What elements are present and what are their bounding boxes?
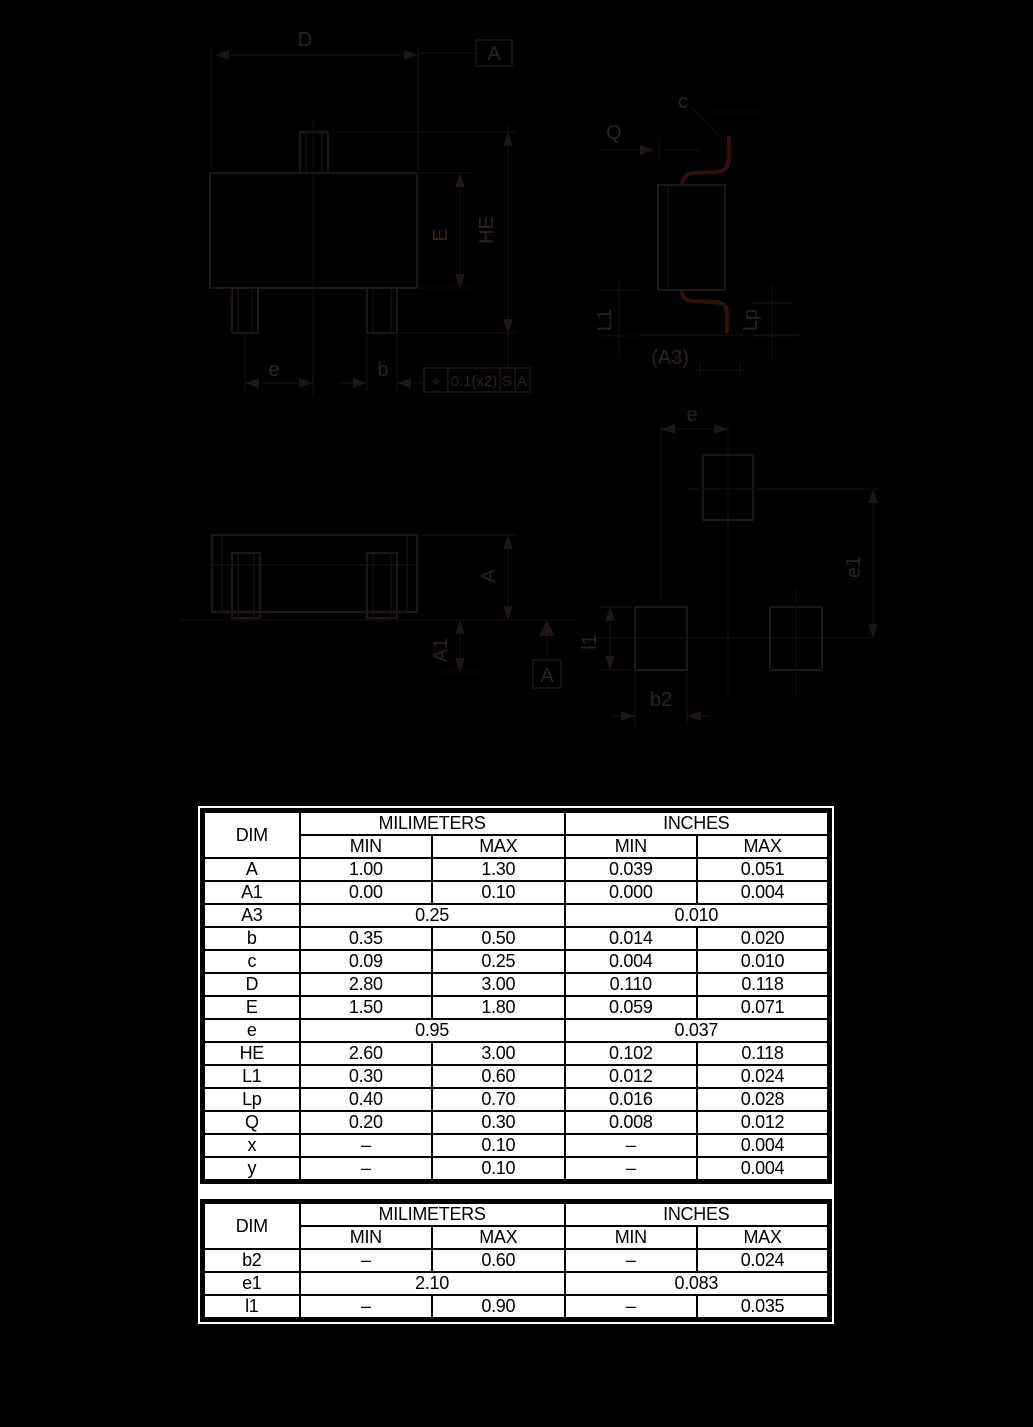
front-view-dim-a1-label: A1 [430, 637, 452, 663]
dim-label: D [203, 973, 300, 996]
cell: 0.016 [565, 1088, 697, 1111]
cell: 1.80 [432, 996, 564, 1019]
cell: 0.051 [697, 858, 830, 881]
dimension-tables-panel [198, 806, 834, 1324]
cell: 0.024 [697, 1065, 830, 1088]
dim-header: DIM [203, 811, 300, 859]
cell: 3.00 [432, 1042, 564, 1065]
table-row [203, 1249, 830, 1272]
cell: 0.071 [697, 996, 830, 1019]
table-header-row [203, 1202, 830, 1227]
cell: – [565, 1134, 697, 1157]
dim-label: L1 [203, 1065, 300, 1088]
top-view-dim-b-label: b [377, 359, 389, 381]
cell: 0.012 [565, 1065, 697, 1088]
cell: – [300, 1134, 432, 1157]
dim-label: A [203, 858, 300, 881]
cell: – [565, 1157, 697, 1182]
cell: 0.10 [432, 881, 564, 904]
dim-label: y [203, 1157, 300, 1182]
table-gap [200, 1184, 832, 1199]
cell: 0.039 [565, 858, 697, 881]
cell: 0.25 [300, 904, 565, 927]
table-row [203, 1042, 830, 1065]
cell: 0.70 [432, 1088, 564, 1111]
table-row [203, 1134, 830, 1157]
dim-header: DIM [203, 1202, 300, 1250]
package-dimensions-table [200, 808, 832, 1184]
cell: 1.50 [300, 996, 432, 1019]
table-row [203, 927, 830, 950]
cell: 0.00 [300, 881, 432, 904]
cell: 0.25 [432, 950, 564, 973]
cell: 2.60 [300, 1042, 432, 1065]
cell: 2.10 [300, 1272, 565, 1295]
cell: 0.102 [565, 1042, 697, 1065]
cell: 0.60 [432, 1065, 564, 1088]
cell: 0.083 [565, 1272, 830, 1295]
inches-header: INCHES [565, 1202, 830, 1227]
dim-label: l1 [203, 1295, 300, 1320]
cell: 0.004 [697, 1134, 830, 1157]
dim-label: e [203, 1019, 300, 1042]
cell: 0.10 [432, 1134, 564, 1157]
land-pattern-dim-l1-label: l1 [579, 634, 601, 650]
cell: 0.014 [565, 927, 697, 950]
mm-max-header: MAX [432, 835, 564, 858]
millimeters-header: MILIMETERS [300, 811, 565, 836]
dim-label: b2 [203, 1249, 300, 1272]
dim-label: e1 [203, 1272, 300, 1295]
cell: 0.35 [300, 927, 432, 950]
table-row [203, 996, 830, 1019]
cell: 0.000 [565, 881, 697, 904]
mm-max-header: MAX [432, 1226, 564, 1249]
fcf-tolerance-label: 0.1(x2) [450, 373, 498, 390]
table-row [203, 1272, 830, 1295]
top-view-dim-e-pitch-label: e [268, 359, 280, 381]
cell: – [565, 1249, 697, 1272]
front-view-drawing [180, 535, 575, 688]
dim-label: Q [203, 1111, 300, 1134]
table-row [203, 1088, 830, 1111]
dim-label: A3 [203, 904, 300, 927]
side-view-dim-l1-label: L1 [594, 308, 616, 332]
cell: 0.118 [697, 973, 830, 996]
in-min-header: MIN [565, 835, 697, 858]
cell: 0.012 [697, 1111, 830, 1134]
in-max-header: MAX [697, 835, 830, 858]
top-view-dim-he-label: HE [476, 216, 498, 244]
cell: – [300, 1295, 432, 1320]
front-view-dim-a-label: A [478, 569, 500, 583]
cell: 0.20 [300, 1111, 432, 1134]
cell: 1.30 [432, 858, 564, 881]
cell: 0.30 [300, 1065, 432, 1088]
table-row [203, 950, 830, 973]
land-pattern-dim-e-label: e [686, 404, 698, 426]
dim-label: Lp [203, 1088, 300, 1111]
land-pattern-dim-b2-label: b2 [649, 689, 673, 711]
cell: 0.020 [697, 927, 830, 950]
mm-min-header: MIN [300, 835, 432, 858]
fcf-modifier-label: S [501, 373, 513, 390]
fcf-datum-label: A [516, 373, 528, 390]
land-pattern-dimensions-table [200, 1199, 832, 1322]
dim-label: b [203, 927, 300, 950]
land-pattern-drawing [598, 424, 878, 726]
cell: 0.024 [697, 1249, 830, 1272]
dim-label: x [203, 1134, 300, 1157]
cell: 3.00 [432, 973, 564, 996]
table-row [203, 1019, 830, 1042]
side-view-drawing [598, 107, 800, 378]
table-row [203, 1157, 830, 1182]
cell: – [300, 1249, 432, 1272]
cell: 0.004 [565, 950, 697, 973]
dim-label: c [203, 950, 300, 973]
cell: 0.059 [565, 996, 697, 1019]
cell: 0.008 [565, 1111, 697, 1134]
table-row [203, 881, 830, 904]
cell: 0.004 [697, 881, 830, 904]
fcf-position-symbol: ⌖ [431, 373, 441, 390]
mm-min-header: MIN [300, 1226, 432, 1249]
table-row [203, 1295, 830, 1320]
side-view-dim-a3-label: (A3) [651, 347, 689, 369]
cell: 2.80 [300, 973, 432, 996]
table-row [203, 858, 830, 881]
table-row [203, 973, 830, 996]
cell: 0.004 [697, 1157, 830, 1182]
table-row [203, 904, 830, 927]
cell: 0.028 [697, 1088, 830, 1111]
cell: 0.118 [697, 1042, 830, 1065]
cell: 0.035 [697, 1295, 830, 1320]
in-min-header: MIN [565, 1226, 697, 1249]
inches-header: INCHES [565, 811, 830, 836]
cell: 0.50 [432, 927, 564, 950]
cell: – [300, 1157, 432, 1182]
dim-label: HE [203, 1042, 300, 1065]
cell: 0.010 [697, 950, 830, 973]
cell: 0.40 [300, 1088, 432, 1111]
cell: 0.95 [300, 1019, 565, 1042]
in-max-header: MAX [697, 1226, 830, 1249]
dim-label: E [203, 996, 300, 1019]
cell: – [565, 1295, 697, 1320]
cell: 0.037 [565, 1019, 830, 1042]
cell: 0.30 [432, 1111, 564, 1134]
table-row [203, 1111, 830, 1134]
side-view-dim-q-label: Q [606, 122, 622, 144]
millimeters-header: MILIMETERS [300, 1202, 565, 1227]
front-view-datum-a-label: A [540, 665, 554, 687]
table-header-row [203, 811, 830, 836]
dim-label: A1 [203, 881, 300, 904]
side-view-dim-lp-label: Lp [740, 308, 762, 332]
cell: 0.110 [565, 973, 697, 996]
top-view-dim-e-body-label: E [430, 228, 452, 242]
table-row [203, 1065, 830, 1088]
top-view-datum-a-label: A [487, 43, 501, 65]
cell: 0.10 [432, 1157, 564, 1182]
side-view-dim-c-label: c [678, 91, 688, 113]
cell: 1.00 [300, 858, 432, 881]
top-view-dim-d-label: D [297, 29, 313, 51]
land-pattern-dim-e1-label: e1 [843, 555, 865, 579]
cell: 0.90 [432, 1295, 564, 1320]
cell: 0.09 [300, 950, 432, 973]
cell: 0.010 [565, 904, 830, 927]
cell: 0.60 [432, 1249, 564, 1272]
